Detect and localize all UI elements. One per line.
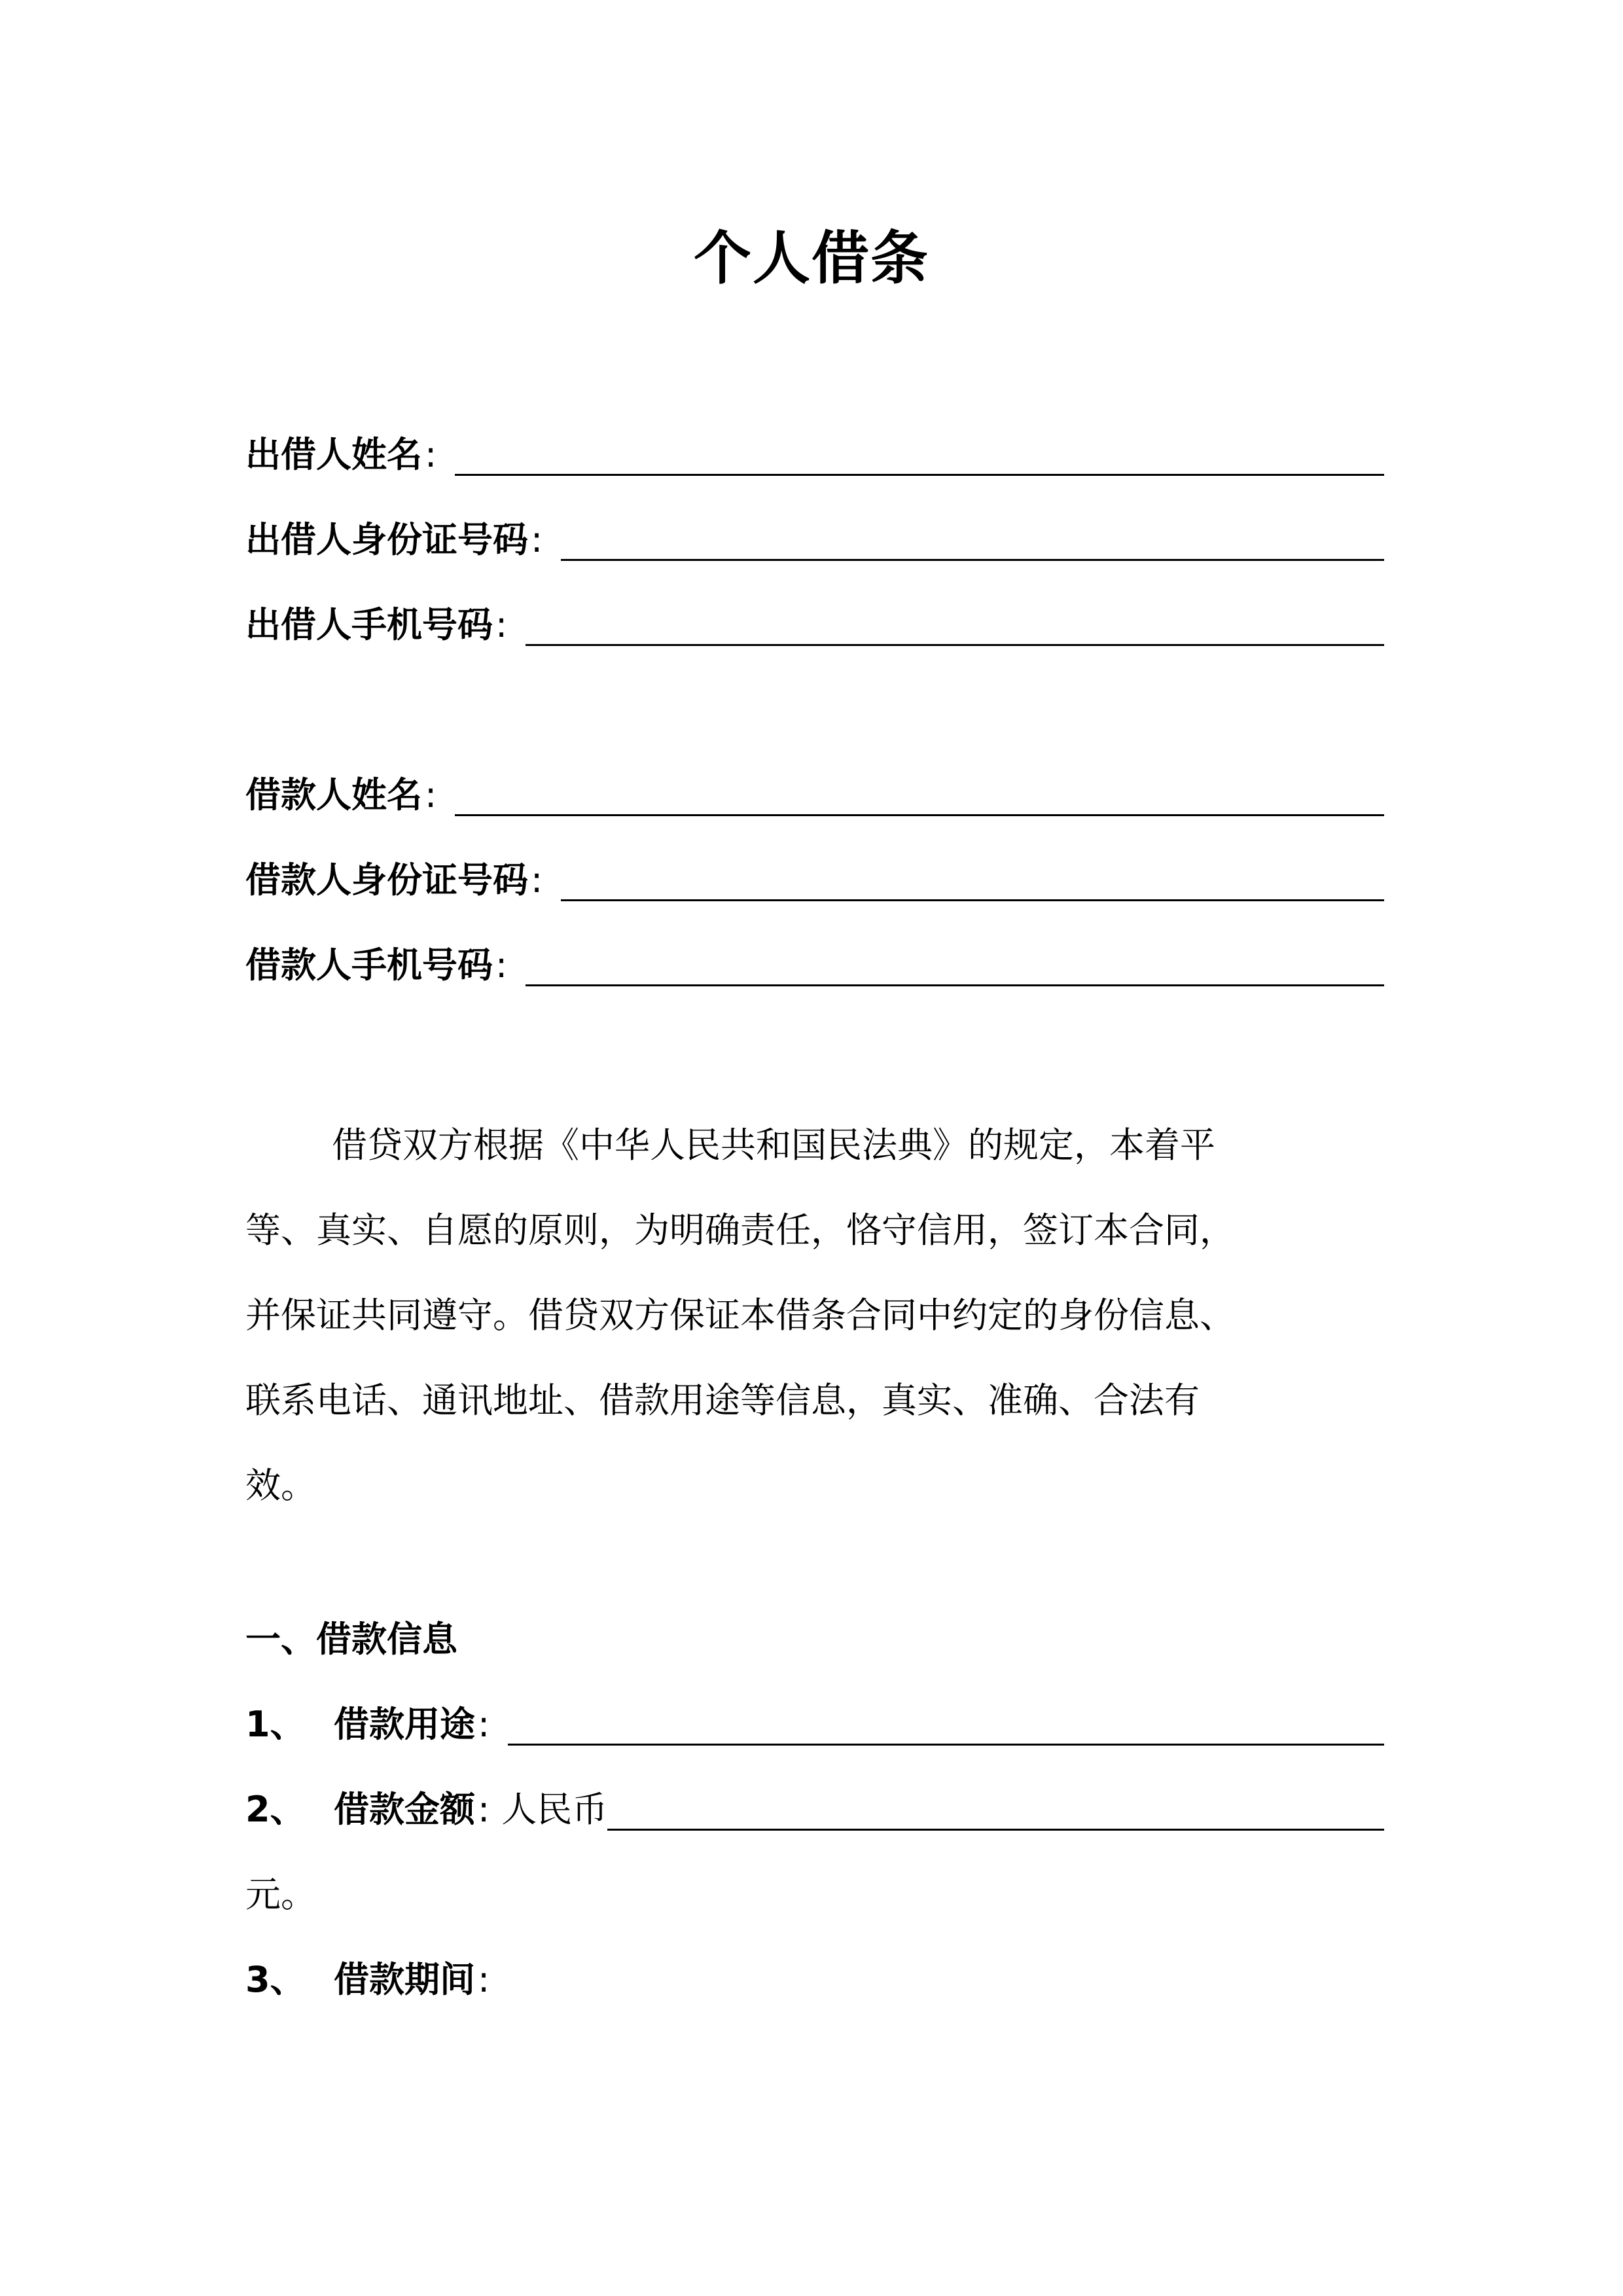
borrower-name-label: 借款人姓名 xyxy=(245,774,422,816)
lender-id-field xyxy=(245,514,1384,566)
currency-prefix: 人民币 xyxy=(501,1789,608,1830)
colon: : xyxy=(425,434,437,475)
paragraph-line: 等、真实、自愿的原则，为明确责任，恪守信用，签订本合同， xyxy=(245,1210,1235,1251)
lender-id-blank-line[interactable] xyxy=(561,559,1384,561)
lender-id-label: 出借人身份证号码 xyxy=(245,519,528,560)
colon: : xyxy=(478,1789,490,1830)
item-number: 3、 xyxy=(245,1959,306,2000)
lender-name-blank-line[interactable] xyxy=(455,474,1384,476)
lender-name-field xyxy=(245,429,1384,481)
amount-unit-suffix: 元。 xyxy=(245,1874,316,1915)
document-title: 个人借条 xyxy=(693,224,929,292)
borrower-phone-blank-line[interactable] xyxy=(526,984,1384,986)
loan-purpose-blank-line[interactable] xyxy=(508,1744,1384,1746)
borrower-name-field xyxy=(245,769,1384,821)
borrower-phone-field xyxy=(245,939,1384,992)
lender-phone-field xyxy=(245,599,1384,651)
lender-phone-label: 出借人手机号码 xyxy=(245,604,493,645)
colon: : xyxy=(425,774,437,816)
loan-amount-item xyxy=(245,1784,1384,1836)
borrower-id-blank-line[interactable] xyxy=(561,899,1384,901)
loan-period-item xyxy=(245,1954,1384,2006)
colon: : xyxy=(495,604,508,645)
colon: : xyxy=(478,1704,490,1745)
loan-purpose-item xyxy=(245,1698,1384,1751)
loan-purpose-label: 借款用途 xyxy=(334,1704,475,1745)
lender-name-label: 出借人姓名 xyxy=(245,434,422,475)
colon: : xyxy=(531,519,543,560)
paragraph-line: 借贷双方根据《中华人民共和国民法典》的规定，本着平 xyxy=(332,1124,1215,1166)
colon: : xyxy=(478,1959,490,2000)
colon: : xyxy=(531,859,543,901)
lender-phone-blank-line[interactable] xyxy=(526,644,1384,646)
loan-amount-blank-line[interactable] xyxy=(607,1829,1384,1831)
intro-paragraph xyxy=(245,1103,1384,1528)
borrower-id-label: 借款人身份证号码 xyxy=(245,859,528,901)
borrower-id-field xyxy=(245,854,1384,906)
borrower-name-blank-line[interactable] xyxy=(455,814,1384,816)
paragraph-line: 效。 xyxy=(245,1465,316,1506)
loan-amount-label: 借款金额 xyxy=(334,1789,475,1830)
item-number: 2、 xyxy=(245,1789,306,1830)
item-number: 1、 xyxy=(245,1704,306,1745)
loan-period-label: 借款期间 xyxy=(334,1959,475,2000)
paragraph-line: 联系电话、通讯地址、借款用途等信息，真实、准确、合法有 xyxy=(245,1380,1200,1421)
colon: : xyxy=(495,944,508,986)
section-heading-loan-info: 一、借款信息 xyxy=(245,1619,457,1660)
paragraph-line: 并保证共同遵守。借贷双方保证本借条合同中约定的身份信息、 xyxy=(245,1295,1235,1336)
borrower-phone-label: 借款人手机号码 xyxy=(245,944,493,986)
